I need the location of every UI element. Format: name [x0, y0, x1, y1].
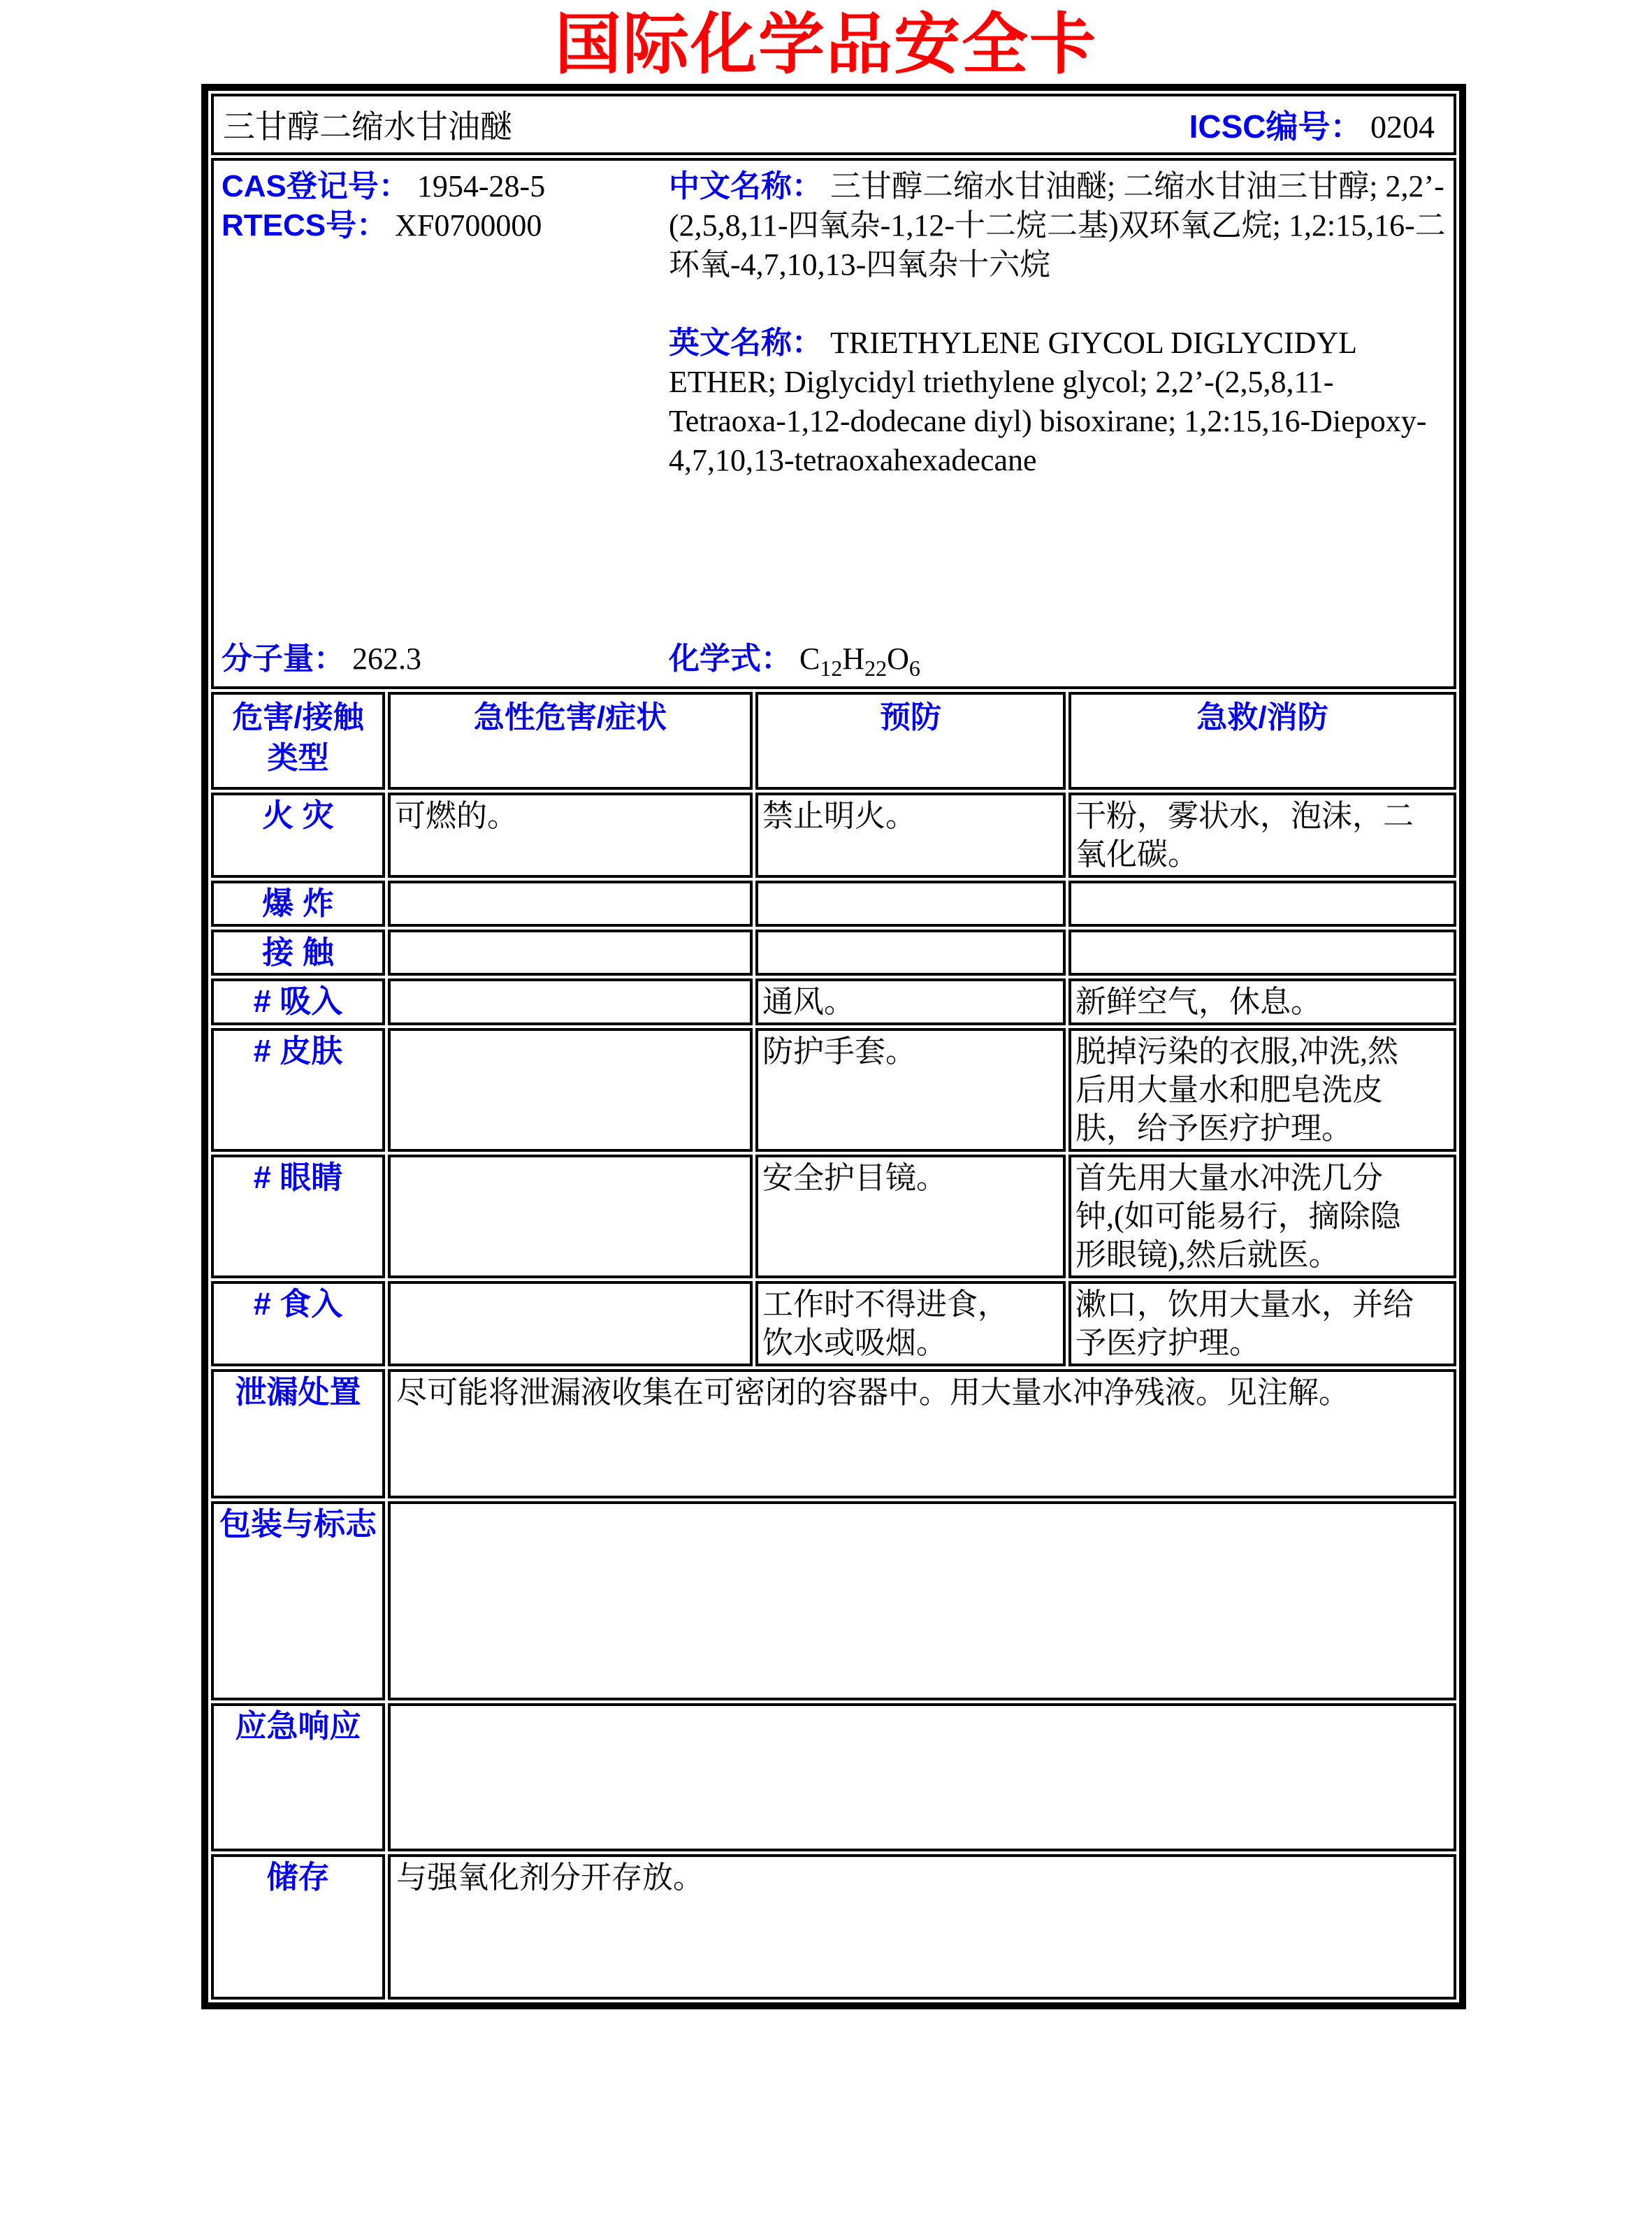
ingestion-symptoms [388, 1281, 753, 1366]
contact-response [1068, 930, 1456, 976]
skin-prevention: 防护手套。 [755, 1028, 1066, 1152]
row-label-eyes: # 眼睛 [211, 1155, 385, 1278]
table-row-packaging-labelling [211, 1501, 1456, 1700]
molecular-weight-value: 262.3 [352, 642, 421, 676]
substance-names [669, 167, 1446, 480]
explosion-prevention [755, 881, 1066, 927]
packaging-labelling-content [388, 1501, 1456, 1700]
fire-symptoms: 可燃的。 [388, 793, 753, 878]
chinese-name-paragraph [669, 167, 1446, 284]
contact-prevention [755, 930, 1066, 976]
icsc-number-value: 0204 [1370, 109, 1435, 145]
inhalation-prevention: 通风。 [755, 978, 1066, 1025]
molecular-weight-label: 分子量： [222, 642, 345, 676]
eyes-prevention: 安全护目镜。 [755, 1155, 1066, 1278]
identification-section [211, 158, 1456, 689]
emergency-response-content [388, 1703, 1456, 1851]
substance-name: 三甘醇二缩水甘油醚 [223, 109, 512, 145]
rtecs-value: XF0700000 [395, 208, 542, 243]
chemical-formula-line [669, 639, 1446, 679]
row-label-skin: # 皮肤 [211, 1028, 385, 1152]
chemical-formula-label: 化学式： [669, 642, 792, 676]
contact-symptoms [388, 930, 753, 976]
table-row-spill-disposal [211, 1369, 1456, 1498]
fire-response: 干粉，雾状水，泡沫，二氧化碳。 [1068, 793, 1456, 878]
column-header-first-aid: 急救/消防 [1068, 692, 1456, 790]
registry-numbers [222, 167, 669, 480]
column-header-prevention: 预防 [755, 692, 1066, 790]
ingestion-response: 漱口，饮用大量水，并给予医疗护理。 [1068, 1281, 1456, 1366]
cas-label: CAS登记号： [222, 169, 410, 203]
molecular-weight-line [222, 639, 669, 679]
table-row-inhalation [211, 978, 1456, 1025]
row-label-inhalation: # 吸入 [211, 978, 385, 1025]
english-name-label: 英文名称： [669, 326, 823, 360]
icsc-card-page [0, 10, 1652, 2219]
fire-prevention: 禁止明火。 [755, 793, 1066, 878]
row-label-ingestion: # 食入 [211, 1281, 385, 1366]
icsc-number-group [1189, 101, 1435, 147]
cas-value: 1954-28-5 [416, 169, 546, 203]
storage-content: 与强氧化剂分开存放。 [388, 1854, 1456, 2000]
skin-response: 脱掉污染的衣服,冲洗,然后用大量水和肥皂洗皮肤，给予医疗护理。 [1068, 1028, 1456, 1152]
rtecs-label: RTECS号： [222, 208, 388, 243]
icsc-number-label: ICSC编号： [1189, 108, 1363, 145]
explosion-response [1068, 881, 1456, 927]
table-row-eyes [211, 1155, 1456, 1278]
icsc-card-table [201, 84, 1466, 2009]
english-name-value: TRIETHYLENE GIYCOL DIGLYCIDYL ETHER; Diglycidyl triethylene glycol; 2,2’-(2,5,8,11-Tetraoxa-1,12-dodecane diyl) bisoxirane; 1,2:15,16-Diepoxy-4,7,10,13-tetraoxahexadecane [669, 326, 1427, 477]
inhalation-response: 新鲜空气，休息。 [1068, 978, 1456, 1025]
row-label-fire: 火 灾 [211, 793, 385, 878]
table-row-contact [211, 930, 1456, 976]
skin-symptoms [388, 1028, 753, 1152]
table-row-ingestion [211, 1281, 1456, 1366]
chinese-name-label: 中文名称： [669, 169, 823, 203]
row-label-packaging-labelling: 包装与标志 [211, 1501, 385, 1700]
chinese-name-value: 三甘醇二缩水甘油醚; 二缩水甘油三甘醇; 2,2’-(2,5,8,11-四氧杂-1,12-十二烷二基)双环氧乙烷; 1,2:15,16-二环氧-4,7,10,13-四氧杂十六烷 [669, 169, 1446, 282]
row-label-emergency-response: 应急响应 [211, 1703, 385, 1851]
english-name-paragraph [669, 324, 1446, 480]
spill-disposal-content: 尽可能将泄漏液收集在可密闭的容器中。用大量水冲净残液。见注解。 [388, 1369, 1456, 1498]
table-row-emergency-response [211, 1703, 1456, 1851]
eyes-symptoms [388, 1155, 753, 1278]
column-header-symptoms: 急性危害/症状 [388, 692, 753, 790]
card-header-band [211, 94, 1456, 155]
row-label-explosion: 爆 炸 [211, 881, 385, 927]
page-title: 国际化学品安全卡 [554, 8, 1097, 82]
row-label-spill-disposal: 泄漏处置 [211, 1369, 385, 1498]
rtecs-line [222, 206, 669, 245]
table-row-fire [211, 793, 1456, 878]
cas-line [222, 167, 669, 206]
ingestion-prevention: 工作时不得进食，饮水或吸烟。 [755, 1281, 1066, 1366]
row-label-storage: 储存 [211, 1854, 385, 2000]
chemical-formula-value: $C_{12}H_{22}O_6$ [799, 642, 920, 681]
column-header-hazard-type: 危害/接触类型 [211, 692, 385, 790]
inhalation-symptoms [388, 978, 753, 1025]
eyes-response: 首先用大量水冲洗几分钟,(如可能易行，摘除隐形眼镜),然后就医。 [1068, 1155, 1456, 1278]
table-row-explosion [211, 881, 1456, 927]
explosion-symptoms [388, 881, 753, 927]
row-label-contact: 接 触 [211, 930, 385, 976]
table-row-storage [211, 1854, 1456, 2000]
table-row-skin [211, 1028, 1456, 1152]
